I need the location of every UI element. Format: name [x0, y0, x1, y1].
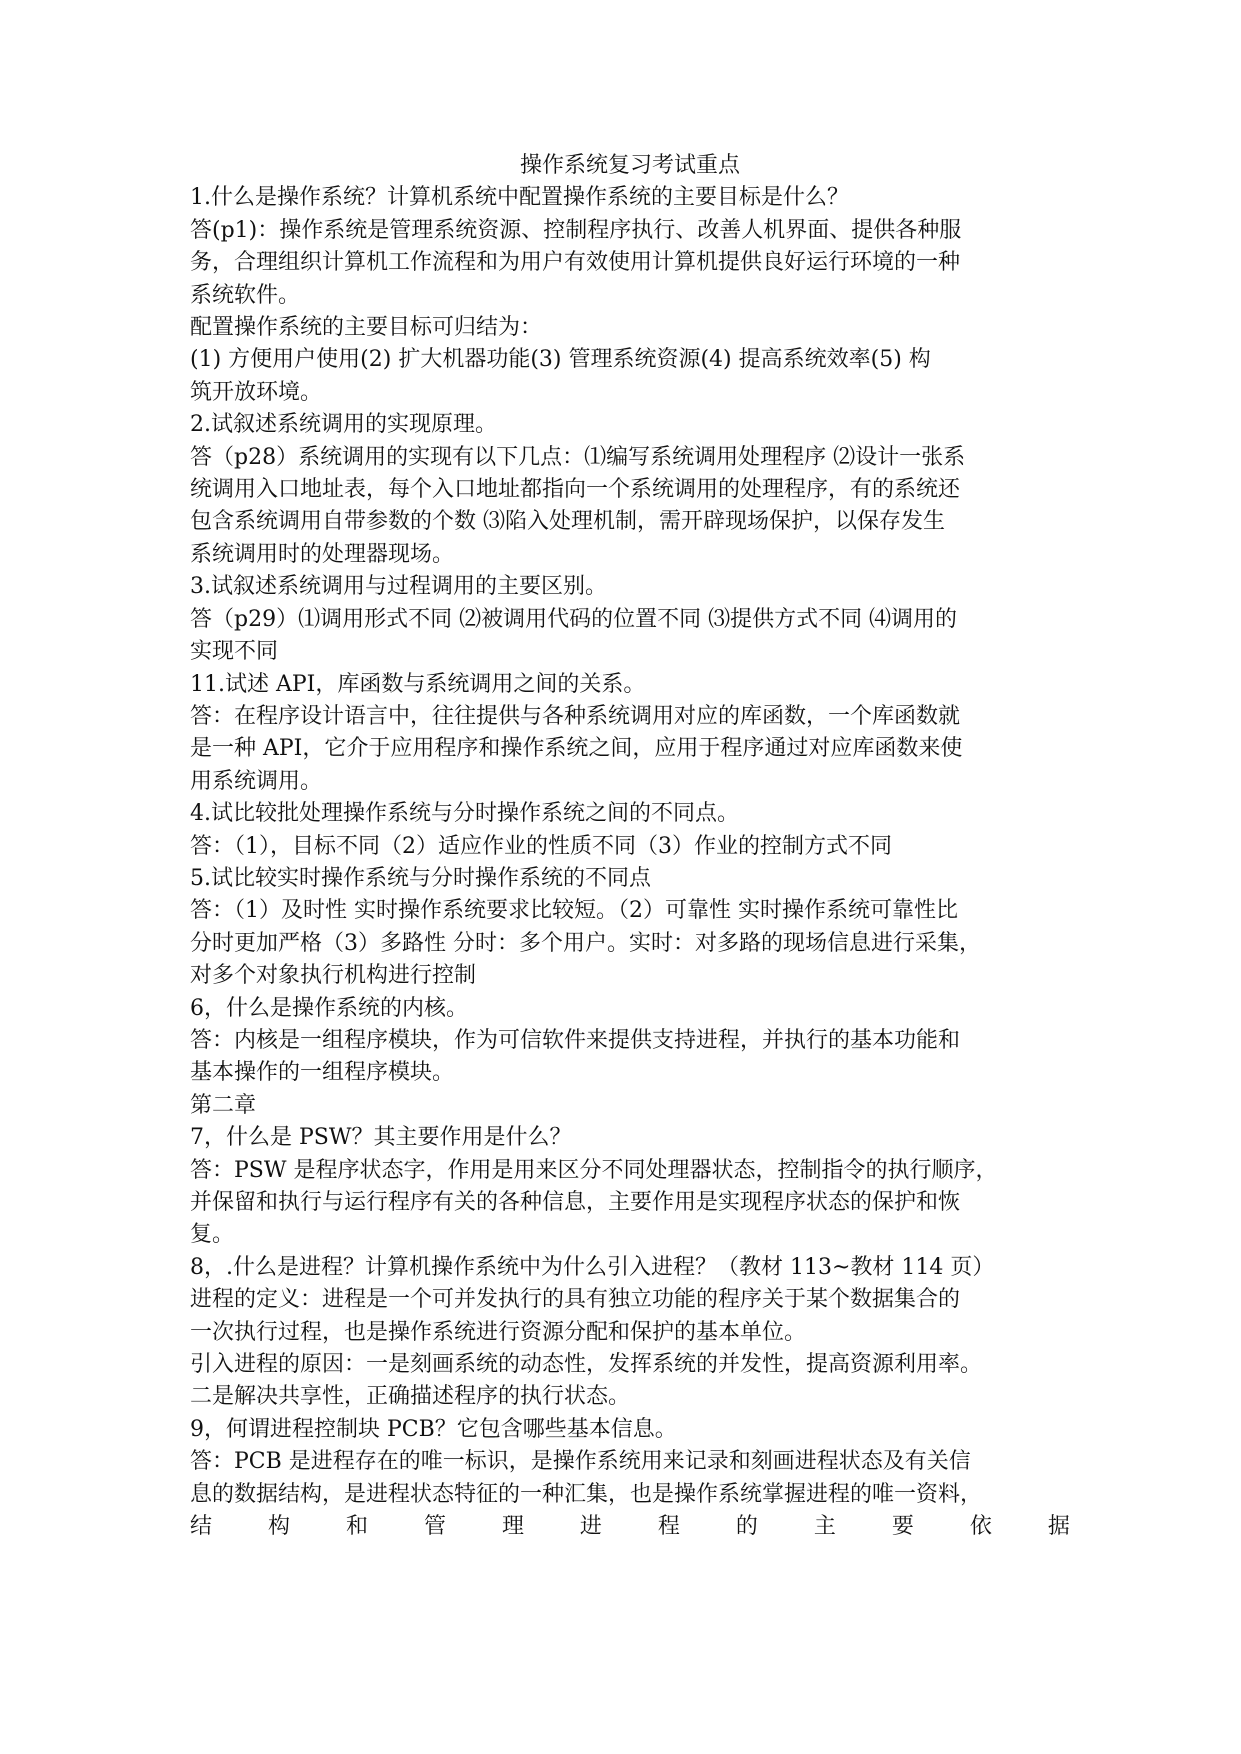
text-line: 3.试叙述系统调用与过程调用的主要区别。 — [190, 574, 607, 600]
justified-char: 进 — [579, 1514, 602, 1540]
text-line: 7，什么是 PSW？其主要作用是什么？ — [190, 1125, 572, 1151]
text-line: 11.试述 API，库函数与系统调用之间的关系。 — [190, 671, 646, 697]
text-line: 9，何谓进程控制块 PCB？它包含哪些基本信息。 — [190, 1416, 677, 1442]
text-line: 并保留和执行与运行程序有关的各种信息，主要作用是实现程序状态的保护和恢 — [190, 1190, 961, 1215]
text-line: 5.试比较实时操作系统与分时操作系统的不同点 — [190, 865, 651, 891]
text-line: 分时更加严格（3）多路性 分时：多个用户。实时：对多路的现场信息进行采集， — [190, 930, 981, 956]
document-page — [190, 150, 1070, 1543]
text-line: 一次执行过程，也是操作系统进行资源分配和保护的基本单位。 — [190, 1319, 807, 1345]
justified-char: 结 — [190, 1514, 213, 1540]
justified-char: 管 — [423, 1514, 446, 1540]
text-line: 系统调用时的处理器现场。 — [190, 541, 455, 567]
text-line: 6，什么是操作系统的内核。 — [190, 995, 468, 1021]
text-line: 第二章 — [190, 1092, 257, 1118]
text-line: 答（p29）⑴调用形式不同 ⑵被调用代码的位置不同 ⑶提供方式不同 ⑷调用的 — [190, 606, 958, 632]
text-line: 答：PSW 是程序状态字，作用是用来区分不同处理器状态，控制指令的执行顺序， — [190, 1157, 998, 1183]
text-line: 基本操作的一组程序模块。 — [190, 1060, 455, 1086]
text-line: 答：（1），目标不同（2）适应作业的性质不同（3）作业的控制方式不同 — [190, 833, 892, 859]
text-line: 进程的定义：进程是一个可并发执行的具有独立功能的程序关于某个数据集合的 — [190, 1287, 961, 1313]
text-line: 是一种 API，它介于应用程序和操作系统之间，应用于程序通过对应库函数来使 — [190, 736, 963, 762]
text-line: 统调用入口地址表，每个入口地址都指向一个系统调用的处理程序，有的系统还 — [190, 477, 961, 503]
text-line: 2.试叙述系统调用的实现原理。 — [190, 412, 497, 438]
document-body — [190, 182, 1070, 1511]
document-title: 操作系统复习考试重点 — [519, 153, 740, 178]
text-line: 包含系统调用自带参数的个数 ⑶陷入处理机制，需开辟现场保护，以保存发生 — [190, 509, 945, 535]
text-line: 配置操作系统的主要目标可归结为： — [190, 315, 543, 341]
text-line: 复。 — [190, 1222, 235, 1248]
justified-char: 程 — [657, 1514, 680, 1540]
text-line: 8，.什么是进程？计算机操作系统中为什么引入进程？（教材 113~教材 114 页） — [190, 1254, 995, 1280]
justified-char: 构 — [267, 1514, 290, 1540]
text-line: 系统软件。 — [190, 282, 301, 308]
text-line: 引入进程的原因：一是刻画系统的动态性，发挥系统的并发性，提高资源利用率。 — [190, 1352, 983, 1378]
text-line: 答：（1）及时性 实时操作系统要求比较短。（2）可靠性 实时操作系统可靠性比 — [190, 898, 958, 924]
text-line: 务，合理组织计算机工作流程和为用户有效使用计算机提供良好运行环境的一种 — [190, 250, 961, 276]
text-line: 答(p1)：操作系统是管理系统资源、控制程序执行、改善人机界面、提供各种服 — [190, 217, 962, 243]
justified-char: 理 — [501, 1514, 524, 1540]
justified-char: 据 — [1047, 1514, 1070, 1540]
text-line: 二是解决共享性，正确描述程序的执行状态。 — [190, 1384, 631, 1410]
text-line-justified — [190, 1511, 1070, 1543]
justified-char: 主 — [813, 1514, 836, 1540]
text-line: (1) 方便用户使用(2) 扩大机器功能(3) 管理系统资源(4) 提高系统效率(5) 构 — [190, 347, 931, 373]
text-line: 用系统调用。 — [190, 768, 323, 794]
text-line: 答：内核是一组程序模块，作为可信软件来提供支持进程，并执行的基本功能和 — [190, 1027, 961, 1053]
text-line: 答：PCB 是进程存在的唯一标识，是操作系统用来记录和刻画进程状态及有关信 — [190, 1449, 971, 1475]
text-line: 息的数据结构，是进程状态特征的一种汇集，也是操作系统掌握进程的唯一资料， — [190, 1481, 983, 1507]
text-line: 答：在程序设计语言中，往往提供与各种系统调用对应的库函数，一个库函数就 — [190, 703, 961, 729]
text-line: 1.什么是操作系统？计算机系统中配置操作系统的主要目标是什么？ — [190, 185, 849, 211]
justified-char: 的 — [735, 1514, 758, 1540]
text-line: 4.试比较批处理操作系统与分时操作系统之间的不同点。 — [190, 801, 739, 827]
justified-char: 要 — [891, 1514, 914, 1540]
justified-char: 依 — [969, 1514, 992, 1540]
justified-char: 和 — [345, 1514, 368, 1540]
text-line: 实现不同 — [190, 639, 279, 665]
text-line: 对多个对象执行机构进行控制 — [190, 963, 477, 989]
text-line: 筑开放环境。 — [190, 379, 323, 405]
text-line: 答（p28）系统调用的实现有以下几点：⑴编写系统调用处理程序 ⑵设计一张系 — [190, 444, 966, 470]
